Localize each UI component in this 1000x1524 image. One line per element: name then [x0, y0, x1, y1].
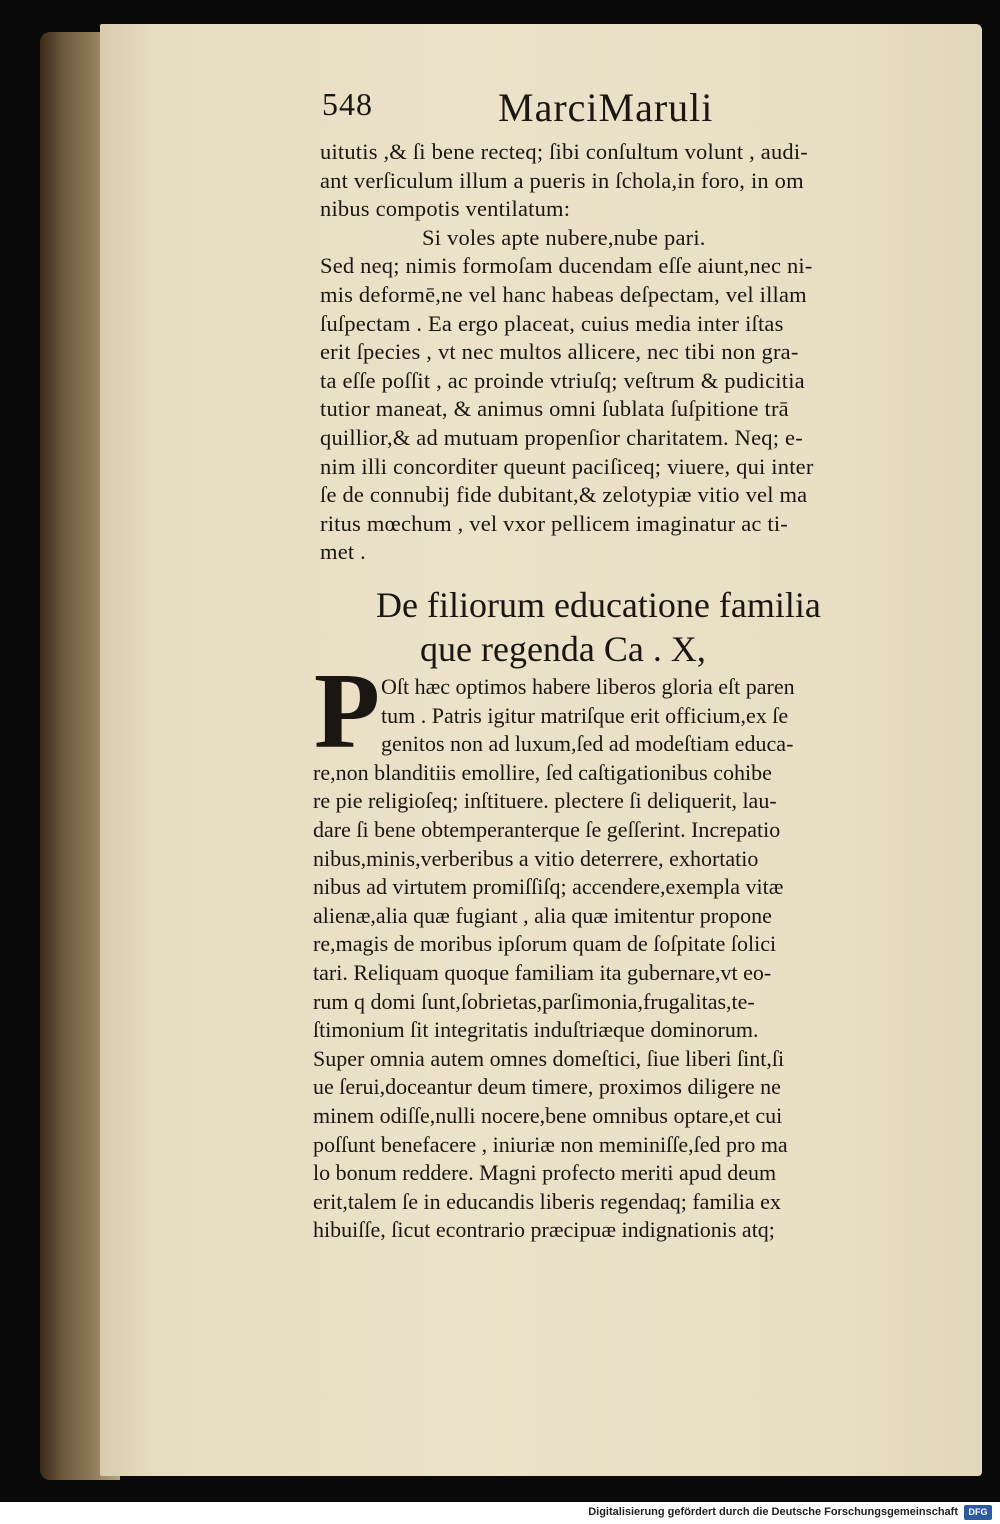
text-line: erit ſpecies , vt nec multos allicere, nec tibi non gra-	[320, 339, 799, 365]
text-line: ta eſſe poſſit , ac proinde vtriuſq; veſtrum & pudicitia	[320, 367, 805, 393]
text-line: lo bonum reddere. Magni profecto meriti apud deum	[313, 1160, 777, 1186]
text-line: Super omnia autem omnes domeſtici, ſiue liberi ſint,ſi	[313, 1045, 785, 1071]
text-line: re,magis de moribus ipſorum quam de ſoſpitate ſolici	[313, 931, 777, 957]
text-line: nim illi concorditer queunt paciſiceq; viuere, qui inter	[320, 453, 814, 479]
funding-credit: Digitalisierung gefördert durch die Deutsche Forschungsgemeinschaft	[588, 1506, 958, 1518]
text-line: dare ſi bene obtemperanterque ſe geſſerint. Increpatio	[313, 816, 781, 842]
text-line: hibuiſſe, ſicut econtrario præcipuæ indignationis atq;	[313, 1217, 775, 1243]
text-line: Sed neq; nimis formoſam ducendam eſſe aiunt,nec ni-	[320, 253, 813, 279]
text-line: ſe de connubij fide dubitant,& zelotypiæ vitio vel ma	[320, 482, 808, 508]
text-line: nibus compotis ventilatum:	[320, 196, 571, 222]
text-line: alienæ,alia quæ fugiant , alia quæ imitentur propone	[313, 902, 772, 928]
text-line: tutior maneat, & animus omni ſublata ſuſpitione trā	[320, 396, 789, 422]
verse-line: Si voles apte nubere,nube pari.	[422, 224, 706, 250]
text-line: met .	[320, 539, 366, 565]
text-line: uitutis ,& ſi bene recteq; ſibi conſultum volunt , audi-	[320, 139, 808, 164]
chapter-title-line-2: que regenda Ca . X,	[420, 629, 706, 669]
text-line: nibus ad virtutem promiſſiſq; accendere,exempla vitæ	[313, 874, 784, 900]
text-line: re,non blanditiis emollire, ſed caſtigationibus cohibe	[313, 759, 772, 785]
paragraph-2	[313, 673, 965, 1245]
text-line: genitos non ad luxum,ſed ad modeſtiam educa-	[381, 731, 794, 757]
text-line: tari. Reliquam quoque familiam ita gubernare,vt eo-	[313, 959, 772, 985]
text-line: ritus mœchum , vel vxor pellicem imaginatur ac ti-	[320, 510, 788, 536]
text-line: poſſunt benefacere , iniuriæ non meminiſſe,ſed pro ma	[313, 1131, 788, 1157]
text-line: mis deformē,ne vel hanc habeas deſpectam, vel illam	[320, 281, 807, 307]
text-line: nibus,minis,verberibus a vitio deterrere, exhortatio	[313, 845, 759, 871]
text-line: re pie religioſeq; inſtituere. plectere ſi deliquerit, lau-	[313, 788, 777, 814]
chapter-title	[376, 583, 936, 671]
page-header	[322, 84, 882, 136]
text-line: Oſt hæc optimos habere liberos gloria eſt paren	[381, 674, 795, 699]
text-line: minem odiſſe,nulli nocere,bene omnibus optare,et cui	[313, 1102, 783, 1128]
text-line: tum . Patris igitur matriſque erit officium,ex ſe	[381, 702, 789, 728]
running-head: MarciMaruli	[498, 85, 714, 130]
chapter-title-line-1: De filiorum educatione familia	[376, 585, 821, 625]
text-line: ſuſpectam . Ea ergo placeat, cuius media inter iſtas	[320, 310, 784, 336]
drop-cap-initial: P	[314, 652, 380, 771]
page-number: 548	[322, 86, 373, 122]
dfg-logo: DFG	[964, 1505, 992, 1520]
paragraph-1	[320, 138, 965, 567]
text-line: erit,talem ſe in educandis liberis regendaq; familia ex	[313, 1188, 781, 1214]
text-line: ſtimonium ſit integritatis induſtriæque dominorum.	[313, 1017, 759, 1043]
text-line: rum q domi ſunt,ſobrietas,parſimonia,frugalitas,te-	[313, 988, 755, 1014]
text-line: quillior,& ad mutuam propenſior charitatem. Neq; e-	[320, 424, 803, 450]
text-line: ant verſiculum illum a pueris in ſchola,in foro, in om	[320, 167, 804, 193]
text-line: ue ſerui,doceantur deum timere, proximos diligere ne	[313, 1074, 781, 1100]
footer-bar	[0, 1502, 1000, 1524]
